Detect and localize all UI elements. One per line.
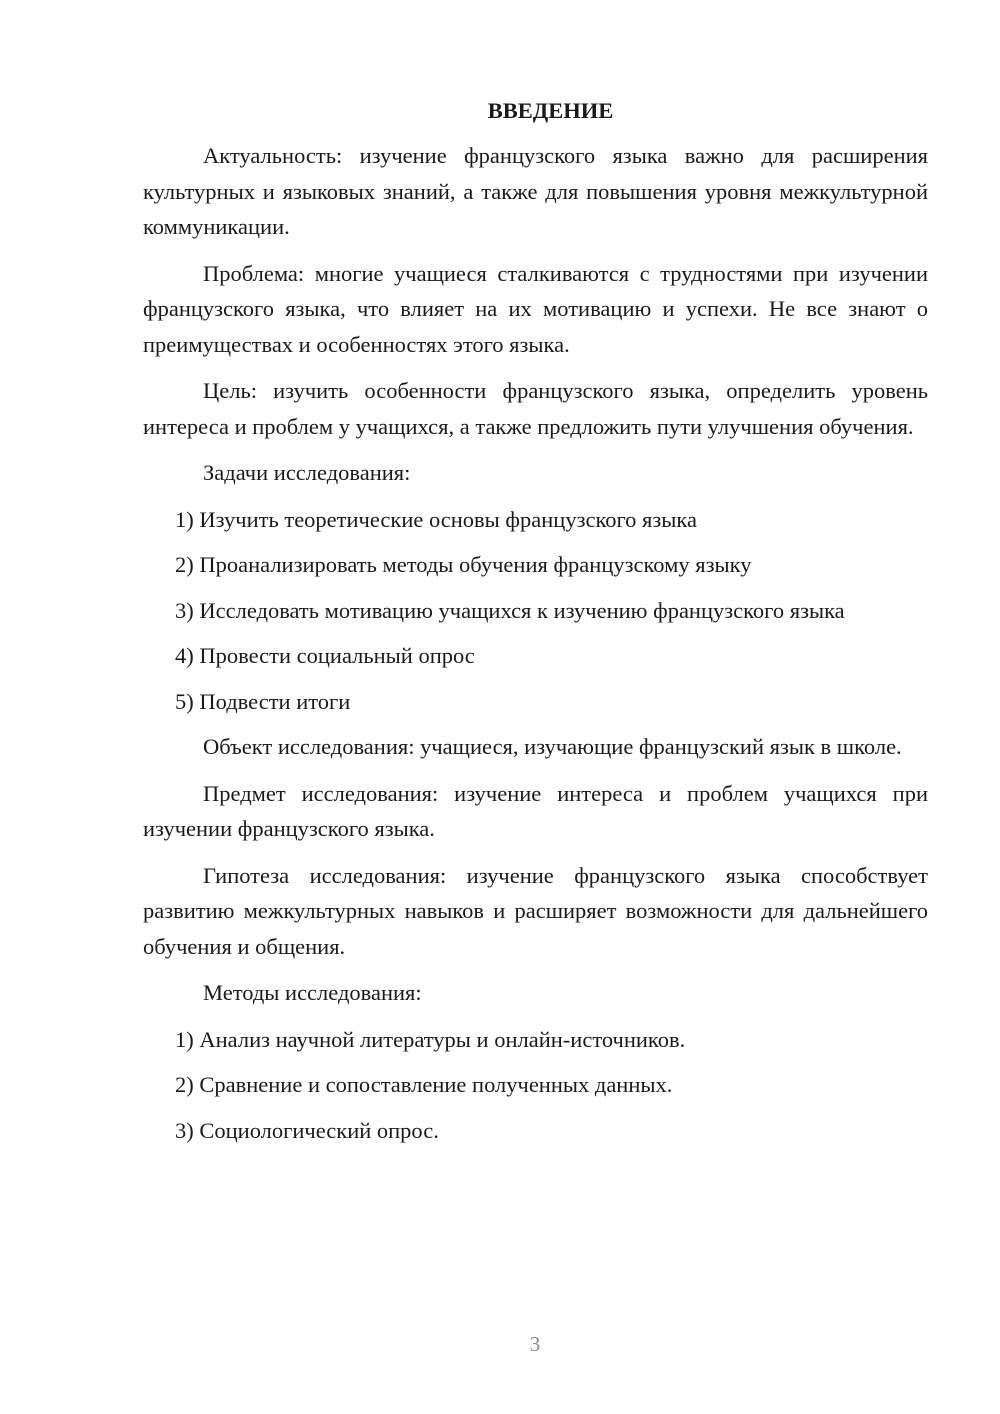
- task-item: 4) Провести социальный опрос: [175, 643, 475, 668]
- relevance-paragraph: Актуальность: изучение французского языка важно для расширения культурных и языковых знаний, а также для повышения уровня межкультурной коммуникации.: [143, 143, 928, 239]
- task-item: 2) Проанализировать методы обучения французскому языку: [175, 552, 752, 577]
- methods-title: Методы исследования:: [203, 980, 422, 1005]
- method-item: 2) Сравнение и сопоставление полученных данных.: [175, 1072, 673, 1097]
- goal-paragraph: Цель: изучить особенности французского языка, определить уровень интереса и проблем у учащихся, а также предложить пути улучшения обучения.: [143, 378, 928, 439]
- tasks-title: Задачи исследования:: [203, 460, 411, 485]
- page-number: 3: [529, 1332, 541, 1356]
- task-item: 1) Изучить теоретические основы французского языка: [175, 506, 697, 532]
- task-item: 5) Подвести итоги: [175, 688, 351, 714]
- section-heading: ВВЕДЕНИЕ: [487, 98, 614, 123]
- subject-paragraph: Предмет исследования: изучение интереса и проблем учащихся при изучении французского языка.: [143, 780, 928, 841]
- method-item: 1) Анализ научной литературы и онлайн-источников.: [175, 1026, 686, 1052]
- task-item: 3) Исследовать мотивацию учащихся к изучению французского языка: [175, 597, 845, 623]
- methods-list: [143, 1022, 928, 1149]
- problem-paragraph: Проблема: многие учащиеся сталкиваются с трудностями при изучении французского языка, что влияет на их мотивацию и успехи. Не все знают о преимуществах и особенностях этого языка.: [143, 260, 928, 357]
- tasks-list: [143, 502, 928, 720]
- hypothesis-paragraph: Гипотеза исследования: изучение французского языка способствует развитию межкультурных навыков и расширяет возможности для дальнейшего обучения и общения.: [143, 862, 928, 959]
- method-item: 3) Социологический опрос.: [175, 1117, 439, 1143]
- object-paragraph: Объект исследования: учащиеся, изучающие французский язык в школе.: [203, 734, 902, 759]
- page-content: [143, 96, 928, 1158]
